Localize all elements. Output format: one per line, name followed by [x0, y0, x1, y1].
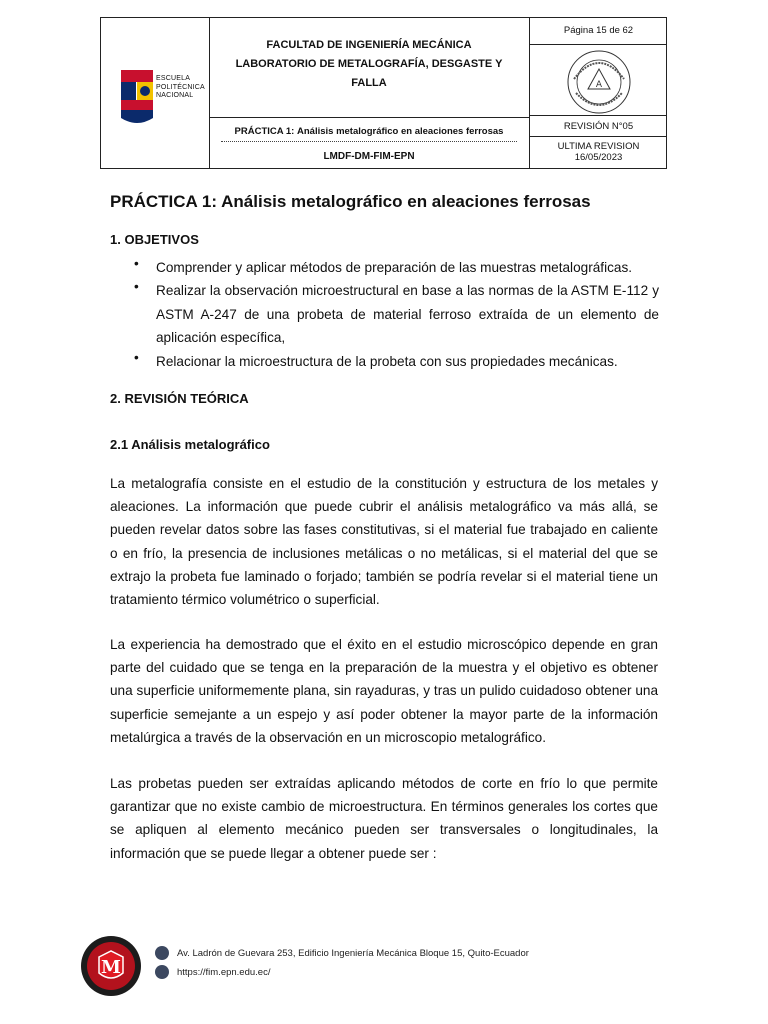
theory-heading: 2. REVISIÓN TEÓRICA [110, 391, 249, 406]
paragraph: La experiencia ha demostrado que el éxito en el estudio microscópico depende en gran parte del cuidado que se tenga en la preparación de la muestra y el objetivo es obtener una superficie uniformemente plana, sin rayaduras, y tras un pulido cuidadoso obtener una superficie semejante a un espejo y así poder obtener la mayor parte de la información metalúrgica a través de la observación en un microscopio metalográfico. [110, 637, 658, 745]
svg-text:M: M [101, 957, 121, 978]
document-code: LMDF-DM-FIM-EPN [323, 151, 415, 162]
practice-line [209, 126, 529, 137]
lab-name-line2: FALLA [351, 77, 387, 89]
document-header [100, 17, 667, 169]
epn-logo-icon [120, 70, 154, 140]
location-pin-icon [155, 946, 169, 960]
page-number: Página 15 de 62 [563, 25, 634, 36]
page-title: PRÁCTICA 1: Análisis metalográfico en aleaciones ferrosas [110, 192, 591, 211]
logo-cell [101, 18, 210, 168]
globe-icon [155, 965, 169, 979]
title-cell [209, 18, 529, 168]
objectives-heading: 1. OBJETIVOS [110, 232, 199, 247]
practice-label: PRÁCTICA 1: [234, 126, 295, 137]
bullet-icon: • [134, 256, 139, 271]
metallographic-analysis-heading: 2.1 Análisis metalográfico [110, 437, 270, 452]
last-revision [530, 141, 667, 163]
last-revision-date: 16/05/2023 [574, 152, 623, 163]
logo-text: ESCUELA POLITÉCNICA NACIONAL [156, 75, 205, 99]
faculty-name: FACULTAD DE INGENIERÍA MECÁNICA [266, 39, 472, 51]
paragraph: Las probetas pueden ser extraídas aplicando métodos de corte en frío lo que permite garantizar que no existe cambio de microestructura. En términos generales los cortes que se apliquen al elemento mecánico pueden ser transversales o longitudinales, la información que se puede llegar a obtener puede ser : [110, 776, 658, 861]
bullet-icon: • [134, 279, 139, 294]
lab-seal-icon [566, 49, 632, 115]
meta-cell [529, 18, 667, 168]
lab-name-line1: LABORATORIO DE METALOGRAFÍA, DESGASTE Y [235, 58, 503, 70]
last-revision-label: ULTIMA REVISION [557, 141, 640, 152]
svg-text:A: A [595, 80, 603, 90]
paragraph: La metalografía consiste en el estudio de la constitución y estructura de los metales y aleaciones. La información que puede cubrir el análisis metalográfico va más allá, se pueden revelar datos sobre las fases constitutivas, si el material fue trabajado en caliente o en frío, la presencia de inclusiones metálicas o no metálicas, si el material del que se extrajo la probeta fue laminado o forjado; también se podría revelar si el material tiene un tratamiento térmico volumétrico o superficial. [110, 476, 658, 608]
practice-title: Análisis metalográfico en aleaciones ferrosas [297, 126, 504, 137]
revision-number: REVISIÓN N°05 [563, 121, 634, 132]
bullet-icon: • [134, 350, 139, 365]
footer-m-logo-icon [80, 935, 142, 997]
